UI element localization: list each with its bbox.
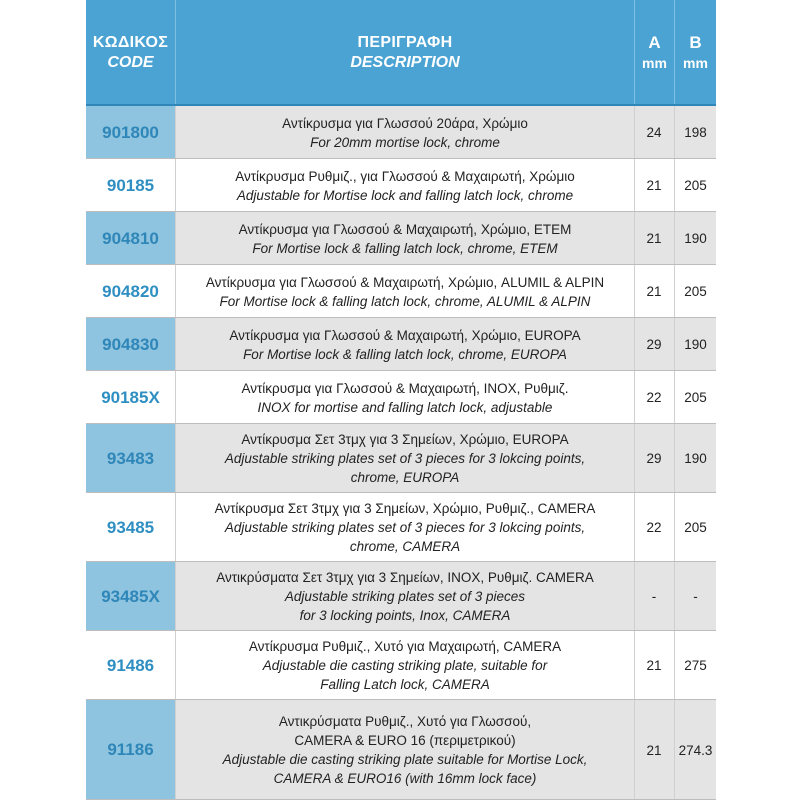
- description-english: Adjustable striking plates set of 3 pieces for 3 lokcing points,: [224, 520, 586, 535]
- column-divider: [175, 265, 176, 318]
- product-description: [176, 212, 634, 265]
- table-row: [86, 424, 716, 493]
- description-greek: Αντίκρυσμα Σετ 3τμχ για 3 Σημείων, Χρώμιο, EUROPA: [241, 432, 569, 447]
- description-english: Adjustable for Mortise lock and falling latch lock, chrome: [236, 187, 574, 203]
- header-code: [86, 0, 175, 105]
- description-greek: Αντίκρυσμα Ρυθμιζ., για Γλωσσού & Μαχαιρωτή, Χρώμιο: [235, 168, 575, 184]
- description-english: INOX for mortise and falling latch lock, adjustable: [257, 399, 553, 415]
- description-english: For 20mm mortise lock, chrome: [310, 134, 500, 150]
- product-code: 90185: [86, 159, 175, 212]
- product-description: [176, 700, 634, 800]
- dimension-b: 205: [684, 178, 707, 193]
- table-row: [86, 371, 716, 424]
- column-divider: [634, 493, 635, 562]
- column-divider: [175, 371, 176, 424]
- description-greek: Αντικρύσματα Ρυθμιζ., Χυτό για Γλωσσού,: [278, 714, 532, 729]
- dimension-a: 21: [634, 700, 674, 800]
- column-divider: [634, 318, 635, 371]
- description-greek: Αντίκρυσμα για Γλωσσού & Μαχαιρωτή, INOX, Ρυθμιζ.: [241, 380, 569, 396]
- dimension-b: -: [675, 562, 716, 631]
- header-description: [176, 0, 634, 105]
- header-col-b: [675, 0, 716, 105]
- description-english: chrome, CAMERA: [349, 539, 461, 554]
- dimension-a: 22: [646, 390, 662, 405]
- product-description: [176, 371, 634, 424]
- dimension-b: 190: [675, 212, 716, 265]
- product-description: [176, 493, 634, 562]
- product-description: [176, 562, 634, 631]
- dimension-b: 198: [675, 106, 716, 159]
- product-description: [176, 265, 634, 318]
- column-divider: [634, 424, 635, 493]
- description-greek: CAMERA & EURO 16 (περιμετρικού): [294, 733, 516, 748]
- column-divider: [674, 562, 675, 631]
- column-divider: [175, 700, 176, 800]
- description-english: Adjustable die casting striking plate suitable for Mortise Lock,: [222, 752, 588, 767]
- table-row: [86, 212, 716, 265]
- column-divider: [634, 265, 635, 318]
- column-divider: [634, 106, 635, 159]
- table-row: [86, 562, 716, 631]
- product-description: [176, 631, 634, 700]
- product-code: 91186: [86, 700, 175, 800]
- dimension-b: 205: [684, 390, 707, 405]
- dimension-a: 21: [634, 212, 674, 265]
- dimension-b: 275: [684, 658, 707, 673]
- product-description: [176, 106, 634, 159]
- product-description: [176, 424, 634, 493]
- column-divider: [674, 265, 675, 318]
- dimension-a: 21: [646, 284, 662, 299]
- dimension-a: -: [634, 562, 674, 631]
- column-divider: [175, 212, 176, 265]
- table-header: [86, 0, 716, 105]
- column-divider: [674, 318, 675, 371]
- description-english: For Mortise lock & falling latch lock, chrome, ALUMIL & ALPIN: [219, 293, 591, 309]
- column-divider: [634, 159, 635, 212]
- header-col-b-label: B: [689, 32, 702, 52]
- product-code: 90185X: [86, 371, 175, 424]
- description-english: For Mortise lock & falling latch lock, chrome, EUROPA: [243, 346, 567, 362]
- product-description: [176, 159, 634, 212]
- column-divider: [674, 212, 675, 265]
- product-code: 93485X: [86, 562, 175, 631]
- column-divider: [674, 424, 675, 493]
- column-divider: [175, 562, 176, 631]
- product-description: [176, 318, 634, 371]
- description-greek: Αντίκρυσμα Ρυθμιζ., Χυτό για Μαχαιρωτή, CAMERA: [248, 639, 562, 654]
- table-row: [86, 700, 716, 800]
- description-english: chrome, EUROPA: [350, 470, 460, 485]
- header-col-b-unit: mm: [683, 54, 708, 71]
- dimension-b: 274.3: [675, 700, 716, 800]
- column-divider: [175, 424, 176, 493]
- dimension-a: 24: [634, 106, 674, 159]
- description-greek: Αντίκρυσμα για Γλωσσού 20άρα, Χρώμιο: [282, 115, 528, 131]
- column-divider: [634, 371, 635, 424]
- column-divider: [674, 700, 675, 800]
- column-divider: [674, 106, 675, 159]
- header-col-a-unit: mm: [642, 54, 667, 71]
- header-desc-greek: ΠΕΡΙΓΡΑΦΗ: [357, 33, 453, 51]
- column-divider: [674, 159, 675, 212]
- description-greek: Αντίκρυσμα Σετ 3τμχ για 3 Σημείων, Χρώμιο, Ρυθμιζ., CAMERA: [214, 501, 596, 516]
- description-english: Adjustable die casting striking plate, suitable for: [262, 658, 548, 673]
- dimension-a: 22: [646, 520, 662, 535]
- dimension-b: 190: [675, 318, 716, 371]
- description-english: Adjustable striking plates set of 3 pieces: [284, 589, 526, 604]
- table-row: [86, 106, 716, 159]
- column-divider: [634, 212, 635, 265]
- product-code: 904810: [86, 212, 175, 265]
- column-divider: [634, 631, 635, 700]
- description-english: Adjustable striking plates set of 3 pieces for 3 lokcing points,: [224, 451, 586, 466]
- description-greek: Αντίκρυσμα για Γλωσσού & Μαχαιρωτή, Χρώμιο, EUROPA: [229, 327, 581, 343]
- column-divider: [674, 371, 675, 424]
- product-code: 93483: [86, 424, 175, 493]
- product-code: 904820: [86, 265, 175, 318]
- dimension-a: 21: [646, 178, 662, 193]
- dimension-a: 29: [634, 318, 674, 371]
- header-desc-english: DESCRIPTION: [350, 53, 460, 71]
- dimension-a: 29: [634, 424, 674, 493]
- dimension-b: 190: [675, 424, 716, 493]
- column-divider: [175, 631, 176, 700]
- header-code-english: CODE: [107, 53, 154, 71]
- description-english: For Mortise lock & falling latch lock, chrome, ETEM: [252, 240, 558, 256]
- column-divider: [674, 493, 675, 562]
- description-english: for 3 locking points, Inox, CAMERA: [299, 608, 511, 623]
- dimension-b: 205: [684, 520, 707, 535]
- product-table: [86, 0, 716, 800]
- dimension-b: 205: [684, 284, 707, 299]
- dimension-a: 21: [646, 658, 662, 673]
- header-col-a: [635, 0, 674, 105]
- product-code: 904830: [86, 318, 175, 371]
- column-divider: [175, 159, 176, 212]
- description-greek: Αντικρύσματα Σετ 3τμχ για 3 Σημείων, INOX, Ρυθμιζ. CAMERA: [216, 570, 594, 585]
- table-row: [86, 318, 716, 371]
- header-code-greek: ΚΩΔΙΚΟΣ: [92, 33, 169, 51]
- product-code: 91486: [86, 631, 175, 700]
- header-col-a-label: A: [648, 32, 661, 52]
- description-english: Falling Latch lock, CAMERA: [320, 677, 490, 692]
- product-code: 93485: [86, 493, 175, 562]
- description-greek: Αντίκρυσμα για Γλωσσού & Μαχαιρωτή, Χρώμιο, ALUMIL & ALPIN: [205, 274, 605, 290]
- table-row: [86, 493, 716, 562]
- column-divider: [634, 700, 635, 800]
- column-divider: [175, 106, 176, 159]
- table-row: [86, 159, 716, 212]
- description-english: CAMERA & EURO16 (with 16mm lock face): [273, 771, 537, 786]
- column-divider: [175, 493, 176, 562]
- column-divider: [634, 562, 635, 631]
- table-row: [86, 265, 716, 318]
- description-greek: Αντίκρυσμα για Γλωσσού & Μαχαιρωτή, Χρώμιο, ETEM: [238, 221, 572, 237]
- column-divider: [175, 318, 176, 371]
- table-row: [86, 631, 716, 700]
- column-divider: [674, 631, 675, 700]
- product-code: 901800: [86, 106, 175, 159]
